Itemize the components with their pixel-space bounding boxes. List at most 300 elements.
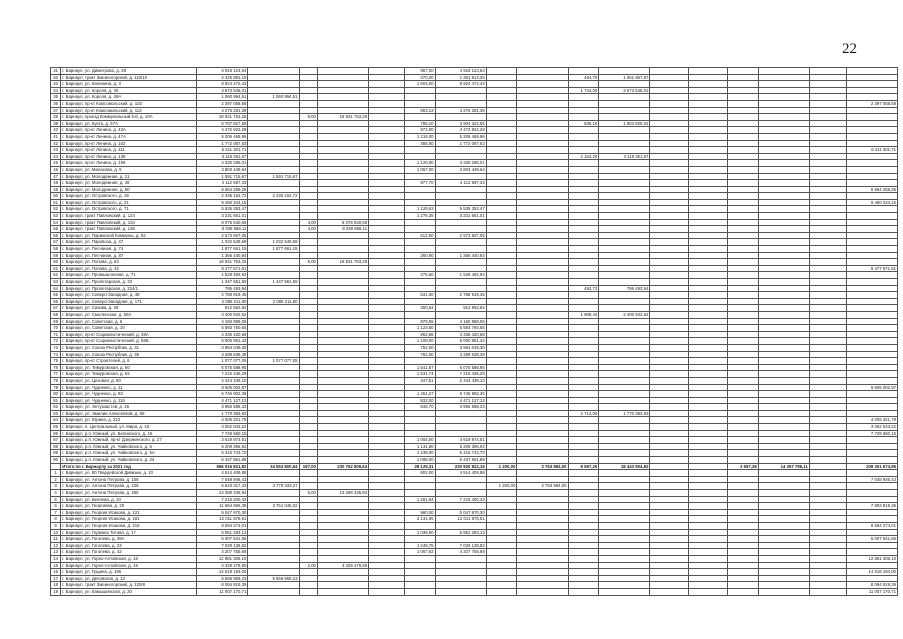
row-number-cell: 68 bbox=[51, 311, 61, 318]
value-cell bbox=[486, 325, 517, 332]
value-cell bbox=[846, 377, 897, 384]
value-cell bbox=[369, 463, 405, 470]
row-number-cell: 51 bbox=[51, 199, 61, 206]
value-cell: 6 075 588,95 bbox=[197, 364, 248, 371]
value-cell bbox=[568, 450, 599, 457]
value-cell: 912 562,84 bbox=[197, 305, 248, 312]
value-cell bbox=[599, 279, 650, 286]
value-cell bbox=[248, 252, 299, 259]
value-cell bbox=[517, 529, 568, 536]
value-cell bbox=[248, 522, 299, 529]
value-cell bbox=[369, 575, 405, 582]
value-cell bbox=[517, 404, 568, 411]
value-cell bbox=[299, 265, 317, 272]
value-cell bbox=[568, 470, 599, 477]
value-cell bbox=[317, 74, 368, 81]
value-cell bbox=[650, 219, 689, 226]
value-cell bbox=[404, 410, 435, 417]
value-cell bbox=[568, 417, 599, 424]
value-cell bbox=[517, 100, 568, 107]
value-cell bbox=[486, 562, 517, 569]
value-cell bbox=[599, 193, 650, 200]
value-cell bbox=[689, 542, 728, 549]
value-cell bbox=[650, 549, 689, 556]
value-cell bbox=[758, 246, 809, 253]
value-cell bbox=[248, 536, 299, 543]
table-row bbox=[51, 285, 898, 292]
table-row bbox=[51, 470, 898, 477]
value-cell: 18 443 904,82 bbox=[599, 463, 650, 470]
table-row bbox=[51, 410, 898, 417]
address-cell: г. Барнаул, ул. Тимуровская, д. 62 bbox=[61, 371, 197, 378]
table-row bbox=[51, 94, 898, 101]
value-cell: 4 918 124,54 bbox=[197, 68, 248, 75]
row-number-cell: 62 bbox=[51, 272, 61, 279]
value-cell bbox=[369, 397, 405, 404]
value-cell bbox=[809, 305, 846, 312]
address-cell: г. Барнаул, ул. Сизова, д. 28 bbox=[61, 305, 197, 312]
value-cell bbox=[846, 311, 897, 318]
value-cell bbox=[568, 351, 599, 358]
value-cell bbox=[599, 490, 650, 497]
value-cell bbox=[809, 213, 846, 220]
value-cell bbox=[599, 265, 650, 272]
value-cell bbox=[758, 391, 809, 398]
value-cell bbox=[758, 331, 809, 338]
value-cell bbox=[517, 364, 568, 371]
value-cell bbox=[689, 246, 728, 253]
value-cell bbox=[846, 292, 897, 299]
value-cell bbox=[728, 384, 759, 391]
value-cell bbox=[846, 575, 897, 582]
value-cell bbox=[599, 344, 650, 351]
value-cell bbox=[435, 226, 486, 233]
value-cell bbox=[689, 68, 728, 75]
value-cell bbox=[248, 516, 299, 523]
value-cell bbox=[486, 397, 517, 404]
address-cell: г. Барнаул, ул. Гущина, д. 195 bbox=[61, 569, 197, 576]
value-cell: 18 931 753,25 bbox=[197, 259, 248, 266]
row-number-cell: 42 bbox=[51, 140, 61, 147]
value-cell bbox=[404, 239, 435, 246]
value-cell bbox=[650, 285, 689, 292]
value-cell bbox=[486, 450, 517, 457]
value-cell bbox=[809, 226, 846, 233]
value-cell bbox=[758, 490, 809, 497]
register-table bbox=[50, 67, 898, 596]
value-cell bbox=[809, 430, 846, 437]
value-cell bbox=[689, 265, 728, 272]
value-cell bbox=[650, 509, 689, 516]
value-cell bbox=[568, 516, 599, 523]
address-cell: г. Барнаул, ул. Антона Петрова, д. 228 bbox=[61, 483, 197, 490]
table-row bbox=[51, 391, 898, 398]
value-cell bbox=[650, 404, 689, 411]
value-cell: 3 964 049,30 bbox=[435, 344, 486, 351]
value-cell bbox=[728, 259, 759, 266]
address-cell: г. Барнаул, ул. Короля, д. 49А bbox=[61, 94, 197, 101]
value-cell bbox=[728, 522, 759, 529]
value-cell bbox=[369, 588, 405, 595]
value-cell bbox=[486, 430, 517, 437]
row-number-cell: 32 bbox=[51, 74, 61, 81]
value-cell: 6,00 bbox=[299, 490, 317, 497]
value-cell bbox=[435, 503, 486, 510]
value-cell bbox=[599, 404, 650, 411]
value-cell bbox=[486, 226, 517, 233]
value-cell bbox=[599, 516, 650, 523]
value-cell bbox=[317, 344, 368, 351]
value-cell bbox=[299, 186, 317, 193]
value-cell bbox=[517, 569, 568, 576]
value-cell bbox=[728, 325, 759, 332]
value-cell bbox=[599, 351, 650, 358]
value-cell bbox=[809, 509, 846, 516]
value-cell bbox=[248, 410, 299, 417]
table-row bbox=[51, 371, 898, 378]
value-cell: 1 039,50 bbox=[404, 529, 435, 536]
value-cell bbox=[369, 246, 405, 253]
value-cell: 5 209 396,92 bbox=[435, 443, 486, 450]
value-cell bbox=[599, 226, 650, 233]
value-cell bbox=[517, 496, 568, 503]
value-cell bbox=[758, 305, 809, 312]
value-cell bbox=[568, 206, 599, 213]
value-cell: 8 094 819,39 bbox=[197, 582, 248, 589]
address-cell: г. Барнаул, р.п. Южный, ул. Чайковского, д. 24 bbox=[61, 457, 197, 464]
value-cell bbox=[599, 173, 650, 180]
value-cell bbox=[568, 457, 599, 464]
value-cell bbox=[568, 226, 599, 233]
value-cell bbox=[369, 457, 405, 464]
value-cell bbox=[404, 265, 435, 272]
value-cell bbox=[435, 536, 486, 543]
table-row bbox=[51, 536, 898, 543]
value-cell bbox=[758, 68, 809, 75]
value-cell: 5 437 561,88 bbox=[435, 457, 486, 464]
value-cell bbox=[650, 443, 689, 450]
value-cell bbox=[846, 298, 897, 305]
address-cell: г. Барнаул, п. Центральный, ул. Мира, д. 15 bbox=[61, 424, 197, 431]
value-cell: 370,00 bbox=[404, 74, 435, 81]
value-cell bbox=[846, 81, 897, 88]
value-cell bbox=[517, 443, 568, 450]
value-cell bbox=[650, 331, 689, 338]
value-cell bbox=[728, 199, 759, 206]
value-cell bbox=[404, 569, 435, 576]
address-cell: г. Барнаул, ул. Деповская, д. 12 bbox=[61, 575, 197, 582]
address-cell: г. Барнаул, ул. Пролетарская, д. 224/1 bbox=[61, 285, 197, 292]
value-cell bbox=[486, 120, 517, 127]
value-cell bbox=[299, 529, 317, 536]
value-cell bbox=[317, 298, 368, 305]
value-cell: 1 248,75 bbox=[404, 542, 435, 549]
row-number-cell: 53 bbox=[51, 213, 61, 220]
value-cell bbox=[809, 410, 846, 417]
value-cell bbox=[728, 542, 759, 549]
value-cell bbox=[486, 344, 517, 351]
value-cell bbox=[317, 483, 368, 490]
value-cell bbox=[486, 166, 517, 173]
value-cell bbox=[758, 153, 809, 160]
value-cell bbox=[435, 199, 486, 206]
address-cell: г. Барнаул, ул. Промышленная, д. 71 bbox=[61, 272, 197, 279]
value-cell bbox=[404, 430, 435, 437]
total-row bbox=[51, 463, 898, 470]
value-cell bbox=[689, 371, 728, 378]
value-cell: 7 215 400,43 bbox=[435, 496, 486, 503]
value-cell bbox=[568, 384, 599, 391]
value-cell bbox=[650, 140, 689, 147]
value-cell: 1 077 077,05 bbox=[197, 358, 248, 365]
row-number-cell: 64 bbox=[51, 285, 61, 292]
value-cell bbox=[758, 213, 809, 220]
value-cell: 5 206 469,96 bbox=[435, 133, 486, 140]
table-row bbox=[51, 265, 898, 272]
value-cell bbox=[299, 81, 317, 88]
row-number-cell: 83 bbox=[51, 410, 61, 417]
address-cell: г. Барнаул, ул. 80 Гвардейской Дивизии, д. 10 bbox=[61, 470, 197, 477]
value-cell: 6 746 902,36 bbox=[435, 391, 486, 398]
value-cell bbox=[809, 483, 846, 490]
row-number-cell: 77 bbox=[51, 371, 61, 378]
value-cell bbox=[248, 384, 299, 391]
value-cell bbox=[299, 153, 317, 160]
value-cell bbox=[299, 542, 317, 549]
table-row bbox=[51, 490, 898, 497]
value-cell bbox=[728, 265, 759, 272]
value-cell bbox=[486, 259, 517, 266]
address-cell: г. Барнаул, пр-кт Ленина, д. 111 bbox=[61, 147, 197, 154]
value-cell bbox=[369, 483, 405, 490]
value-cell bbox=[689, 410, 728, 417]
value-cell bbox=[650, 166, 689, 173]
value-cell bbox=[435, 522, 486, 529]
value-cell bbox=[486, 160, 517, 167]
value-cell bbox=[369, 377, 405, 384]
address-cell: г. Барнаул, р.п. Южный, ул. Чайковского, д. 5А bbox=[61, 450, 197, 457]
value-cell bbox=[486, 318, 517, 325]
value-cell bbox=[758, 516, 809, 523]
value-cell bbox=[369, 285, 405, 292]
value-cell bbox=[248, 120, 299, 127]
value-cell bbox=[299, 522, 317, 529]
value-cell bbox=[299, 569, 317, 576]
value-cell bbox=[517, 549, 568, 556]
value-cell bbox=[248, 344, 299, 351]
value-cell: 1 366 440,84 bbox=[435, 252, 486, 259]
value-cell bbox=[599, 160, 650, 167]
table-row bbox=[51, 186, 898, 193]
value-cell bbox=[568, 100, 599, 107]
value-cell: 1 347 561,59 bbox=[248, 279, 299, 286]
value-cell bbox=[404, 424, 435, 431]
value-cell bbox=[809, 272, 846, 279]
value-cell bbox=[728, 186, 759, 193]
value-cell: 7 215 400,43 bbox=[197, 496, 248, 503]
table-row bbox=[51, 318, 898, 325]
value-cell bbox=[369, 476, 405, 483]
value-cell bbox=[568, 147, 599, 154]
value-cell bbox=[758, 384, 809, 391]
value-cell bbox=[317, 318, 368, 325]
value-cell bbox=[568, 325, 599, 332]
value-cell bbox=[846, 496, 897, 503]
value-cell: 494,70 bbox=[568, 74, 599, 81]
value-cell bbox=[809, 522, 846, 529]
value-cell bbox=[758, 542, 809, 549]
value-cell: 4 330 285,01 bbox=[435, 160, 486, 167]
value-cell: 3 803 449,64 bbox=[197, 166, 248, 173]
value-cell bbox=[369, 166, 405, 173]
value-cell bbox=[317, 100, 368, 107]
value-cell bbox=[369, 384, 405, 391]
value-cell bbox=[758, 424, 809, 431]
value-cell bbox=[599, 219, 650, 226]
value-cell bbox=[369, 127, 405, 134]
value-cell bbox=[809, 549, 846, 556]
value-cell bbox=[758, 588, 809, 595]
value-cell bbox=[435, 259, 486, 266]
value-cell bbox=[809, 199, 846, 206]
value-cell bbox=[599, 305, 650, 312]
value-cell bbox=[846, 213, 897, 220]
value-cell bbox=[435, 173, 486, 180]
value-cell bbox=[568, 298, 599, 305]
value-cell bbox=[369, 219, 405, 226]
value-cell bbox=[299, 232, 317, 239]
value-cell bbox=[728, 193, 759, 200]
value-cell: 1 528 492,93 bbox=[435, 272, 486, 279]
value-cell bbox=[299, 285, 317, 292]
value-cell bbox=[758, 397, 809, 404]
value-cell bbox=[689, 338, 728, 345]
value-cell bbox=[299, 496, 317, 503]
value-cell: 1 120,00 bbox=[404, 160, 435, 167]
value-cell: 3 289 638,38 bbox=[197, 351, 248, 358]
value-cell bbox=[317, 107, 368, 114]
value-cell bbox=[809, 351, 846, 358]
value-cell bbox=[517, 147, 568, 154]
value-cell: 2 397 058,58 bbox=[846, 100, 897, 107]
value-cell bbox=[435, 384, 486, 391]
value-cell: 2 573 607,05 bbox=[435, 232, 486, 239]
value-cell bbox=[248, 318, 299, 325]
value-cell bbox=[404, 100, 435, 107]
value-cell bbox=[486, 516, 517, 523]
value-cell bbox=[517, 206, 568, 213]
table-row bbox=[51, 252, 898, 259]
value-cell bbox=[369, 582, 405, 589]
value-cell bbox=[650, 457, 689, 464]
value-cell: 5 707 827,58 bbox=[197, 120, 248, 127]
value-cell: 1 276,35 bbox=[404, 213, 435, 220]
table-row bbox=[51, 430, 898, 437]
value-cell bbox=[568, 318, 599, 325]
address-cell: г. Барнаул, ул. Короля, д. 40 bbox=[61, 87, 197, 94]
value-cell bbox=[317, 397, 368, 404]
value-cell bbox=[369, 443, 405, 450]
table-row bbox=[51, 575, 898, 582]
row-number-cell: 14 bbox=[51, 555, 61, 562]
value-cell bbox=[650, 529, 689, 536]
value-cell: 12 881 306,10 bbox=[197, 555, 248, 562]
value-cell: 4 160 888,06 bbox=[435, 318, 486, 325]
value-cell bbox=[599, 166, 650, 173]
value-cell bbox=[317, 384, 368, 391]
value-cell bbox=[486, 246, 517, 253]
value-cell bbox=[517, 259, 568, 266]
value-cell bbox=[369, 206, 405, 213]
row-number-cell: 36 bbox=[51, 100, 61, 107]
value-cell bbox=[317, 206, 368, 213]
value-cell bbox=[846, 450, 897, 457]
value-cell bbox=[728, 344, 759, 351]
value-cell bbox=[650, 213, 689, 220]
value-cell bbox=[846, 94, 897, 101]
value-cell bbox=[435, 588, 486, 595]
value-cell bbox=[486, 298, 517, 305]
value-cell bbox=[486, 272, 517, 279]
value-cell bbox=[689, 503, 728, 510]
value-cell bbox=[809, 338, 846, 345]
row-number-cell: 16 bbox=[51, 569, 61, 576]
value-cell bbox=[517, 107, 568, 114]
value-cell bbox=[517, 87, 568, 94]
value-cell bbox=[486, 87, 517, 94]
value-cell: 2 085 211,80 bbox=[248, 298, 299, 305]
value-cell bbox=[758, 509, 809, 516]
address-cell: г. Барнаул, ул. Смоленская, д. 50А bbox=[61, 311, 197, 318]
value-cell bbox=[809, 173, 846, 180]
address-cell: г. Барнаул, ул. Островского, д. 21 bbox=[61, 199, 197, 206]
value-cell: 5 007 641,66 bbox=[846, 536, 897, 543]
value-cell bbox=[758, 582, 809, 589]
row-number-cell: 89 bbox=[51, 450, 61, 457]
value-cell bbox=[650, 470, 689, 477]
value-cell bbox=[299, 457, 317, 464]
row-number-cell: 61 bbox=[51, 265, 61, 272]
value-cell bbox=[809, 285, 846, 292]
value-cell bbox=[317, 417, 368, 424]
value-cell bbox=[369, 509, 405, 516]
value-cell bbox=[599, 562, 650, 569]
value-cell bbox=[689, 522, 728, 529]
value-cell bbox=[689, 100, 728, 107]
table-row bbox=[51, 107, 898, 114]
value-cell: 1 770 383,83 bbox=[197, 410, 248, 417]
value-cell bbox=[689, 536, 728, 543]
value-cell bbox=[369, 490, 405, 497]
value-cell bbox=[650, 318, 689, 325]
value-cell bbox=[317, 404, 368, 411]
value-cell bbox=[809, 298, 846, 305]
value-cell: 6 664 259,26 bbox=[846, 186, 897, 193]
value-cell bbox=[846, 358, 897, 365]
row-number-cell: 40 bbox=[51, 127, 61, 134]
value-cell: 1 724,00 bbox=[568, 87, 599, 94]
address-cell: г. Барнаул, пр-кт Социалистический, д. 38А bbox=[61, 331, 197, 338]
value-cell bbox=[846, 516, 897, 523]
value-cell bbox=[599, 81, 650, 88]
address-cell: г. Барнаул, ул. Камышинская, д. 20 bbox=[61, 588, 197, 595]
value-cell bbox=[486, 107, 517, 114]
value-cell bbox=[846, 331, 897, 338]
value-cell bbox=[758, 160, 809, 167]
value-cell bbox=[809, 384, 846, 391]
value-cell bbox=[846, 259, 897, 266]
value-cell bbox=[689, 582, 728, 589]
